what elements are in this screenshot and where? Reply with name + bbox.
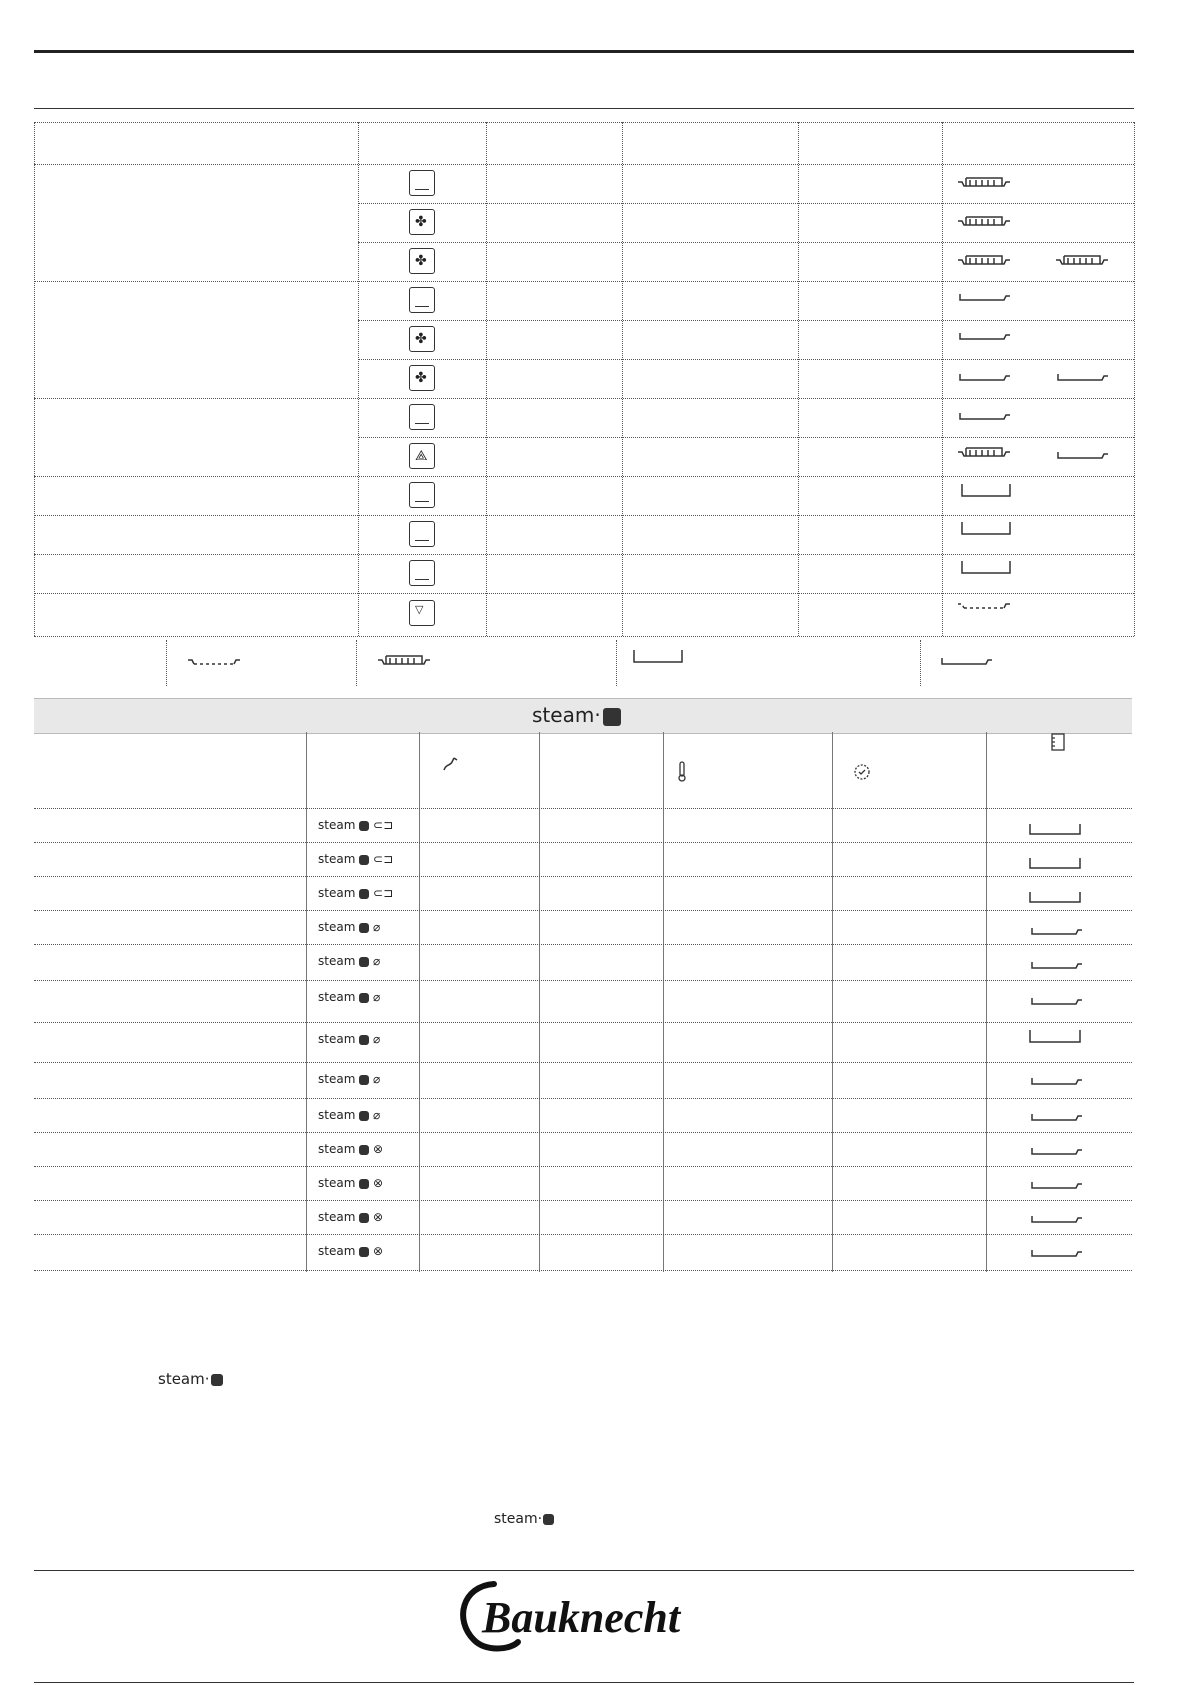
conventional-icon [409,170,435,196]
fan-icon: ✤ [409,209,435,235]
brand-logo [452,1580,722,1656]
drip-pan-icon [962,561,1010,573]
section-rule [34,108,1134,109]
steam-tag: steam ⌀ [318,920,381,934]
fish-icon: ⊂⊐ [373,818,394,832]
drip-pan-icon [962,522,1010,534]
steam-tag: steam ⌀ [318,1072,381,1086]
wire-shelf-icon [958,448,1010,456]
cooking-table [34,122,1134,636]
poultry-icon: ⌀ [373,1108,381,1122]
wire-rack-icon [184,652,274,676]
svg-text:Bauknecht: Bauknecht [482,1593,681,1642]
wire-rack-icon [958,604,1010,608]
steam-tag: steam ⌀ [318,1108,381,1122]
wire-shelf-icon [374,648,464,672]
baking-tray-icon [938,648,1028,672]
footnote-steam-logo: steam· [158,1370,223,1388]
lower-heat-icon: ▽ [409,600,435,626]
water-icon [440,752,464,776]
wire-shelf-icon [958,217,1010,225]
thermometer-icon [675,760,689,784]
fish-icon: ⊂⊐ [373,886,394,900]
steam-tag: steam ⊗ [318,1210,384,1224]
accessory-legend [34,640,1134,686]
footnote-steam-logo: steam· [494,1511,554,1527]
fish-icon: ⊂⊐ [373,852,394,866]
footer-rule [34,1570,1134,1571]
baking-tray-icon [960,374,1010,380]
steam-tag: steam ⊂⊐ [318,818,394,832]
poultry-icon: ⌀ [373,954,381,968]
conventional-icon [409,404,435,430]
baking-tray-icon [960,413,1010,419]
meat-icon: ⊗ [373,1244,384,1258]
conventional-icon [409,521,435,547]
steam-section-banner [34,698,1132,734]
wire-shelf-icon [1056,256,1108,264]
steam-accessory-icons [1024,808,1094,1270]
steam-tag: steam ⌀ [318,954,381,968]
poultry-icon: ⌀ [373,990,381,1004]
baking-tray-icon [1058,452,1108,458]
steam-logo: steam· [532,702,621,728]
poultry-icon: ⌀ [373,1032,381,1046]
baking-tray-icon [1058,374,1108,380]
baking-tray-icon [960,333,1010,339]
steam-tag: steam ⌀ [318,990,381,1004]
shelf-level-icon [1048,732,1068,752]
meat-icon: ⊗ [373,1142,384,1156]
steam-tag: steam ⊗ [318,1244,384,1258]
fan-icon: ✤ [409,365,435,391]
fan-icon: ✤ [409,248,435,274]
meat-icon: ⊗ [373,1210,384,1224]
baking-tray-icon [960,294,1010,300]
conventional-icon [409,287,435,313]
steam-table [34,732,1132,1272]
drip-pan-icon [630,646,720,670]
pizza-icon: ⟁ [409,443,435,469]
conventional-icon [409,482,435,508]
fan-icon: ✤ [409,326,435,352]
steam-tag: steam ⊗ [318,1176,384,1190]
drip-pan-icon [962,484,1010,496]
conventional-icon [409,560,435,586]
bottom-rule [34,1682,1134,1683]
steam-tag: steam ⊂⊐ [318,852,394,866]
steam-tag: steam ⊂⊐ [318,886,394,900]
wire-shelf-icon [958,256,1010,264]
steam-tag: steam ⊗ [318,1142,384,1156]
poultry-icon: ⌀ [373,1072,381,1086]
timer-icon [852,762,872,782]
poultry-icon: ⌀ [373,920,381,934]
steam-tag: steam ⌀ [318,1032,381,1046]
header-rule [34,50,1134,53]
accessory-column-icons [952,164,1134,636]
meat-icon: ⊗ [373,1176,384,1190]
wire-shelf-icon [958,178,1010,186]
